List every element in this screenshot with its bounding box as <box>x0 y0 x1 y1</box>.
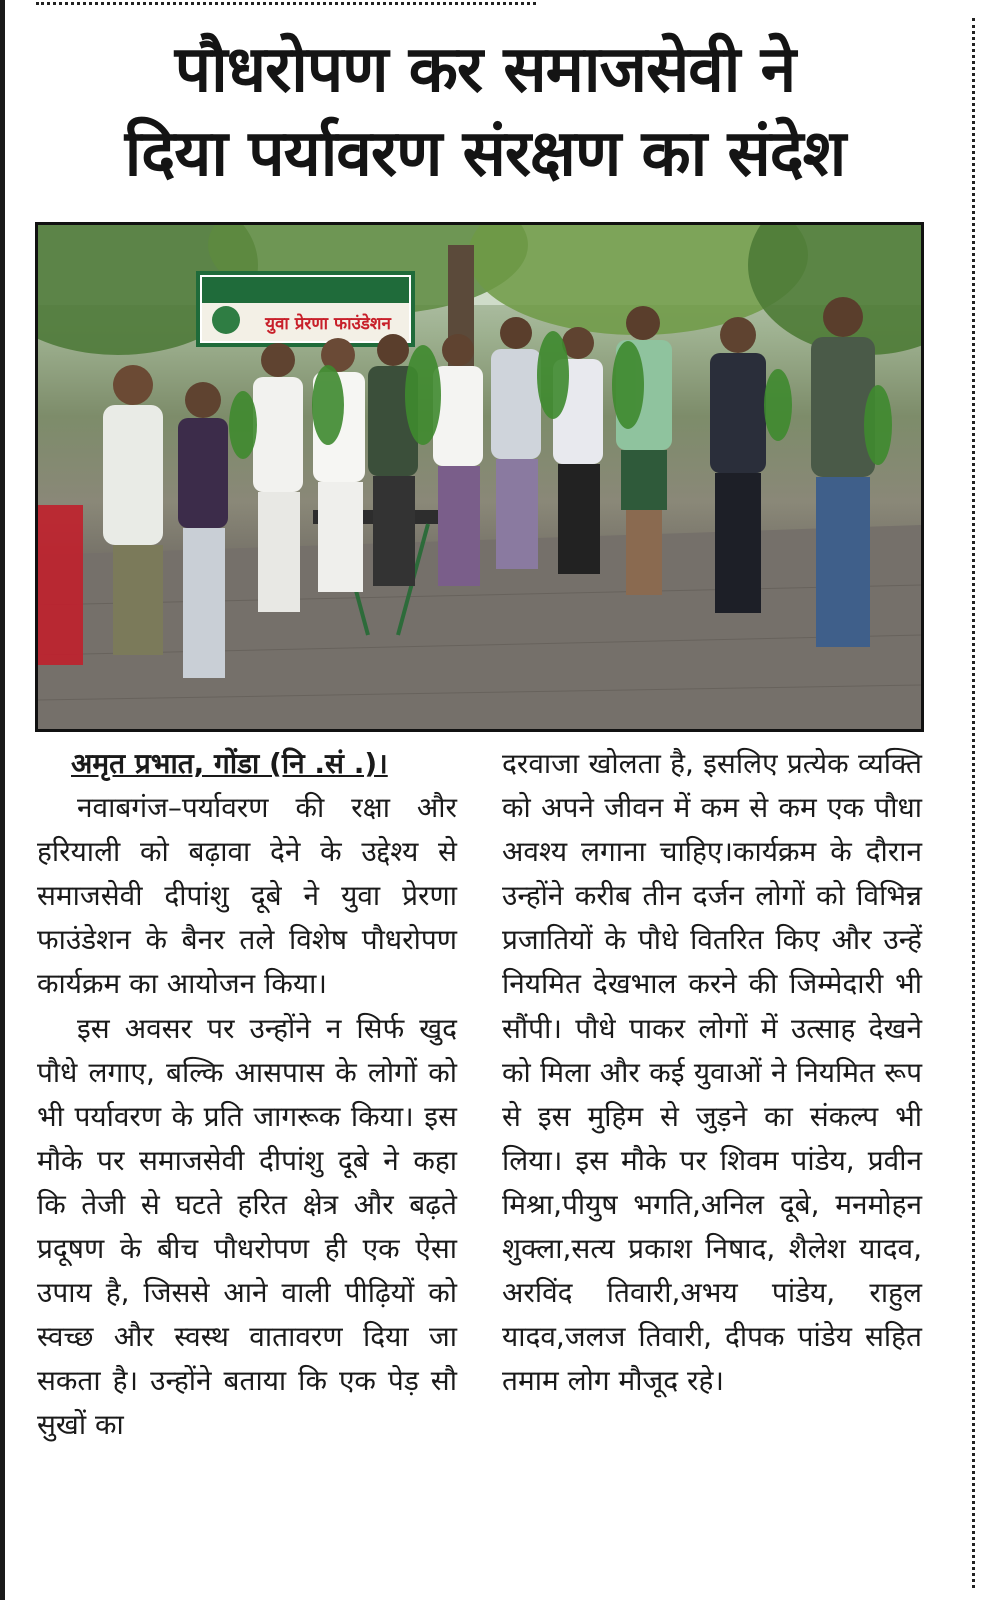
article-dateline: अमृत प्रभात, गोंडा (नि .सं .)। <box>71 747 388 780</box>
left-border-rule <box>0 0 5 1600</box>
article-paragraph-3: दरवाजा खोलता है, इसलिए प्रत्येक व्यक्ति को अपने जीवन में कम से कम एक पौधा अवश्य लगाना चाहिए।कार्यक्रम के दौरान उन्होंने करीब तीन दर्जन लोगों को विभिन्न प्रजातियों के पौधे वितरित किए और उन्हें नियमित देखभाल करने की जिम्मेदारी भी सौंपी। पौधे पाकर लोगों में उत्साह देखने को मिला और कई युवाओं ने नियमित रूप से इस मुहिम से जुड़ने का संकल्प भी लिया। इस मौके पर शिवम पांडेय, प्रवीन मिश्रा,पीयुष भगति,अनिल दूबे, मनमोहन शुक्ला,सत्य प्रकाश निषाद, शैलेश यादव, अरविंद तिवारी,अभय पांडेय, राहुल यादव,जलज तिवारी, दीपक पांडेय सहित तमाम लोग मौजूद रहे। <box>502 747 922 1398</box>
news-photo <box>35 222 924 732</box>
article-column-left <box>37 742 457 1448</box>
headline <box>20 28 950 196</box>
top-dotted-rule <box>36 2 536 5</box>
photo-illustration <box>38 225 921 729</box>
article-paragraph-1: नवाबगंज–पर्यावरण की रक्षा और हरियाली को बढ़ावा देने के उद्देश्य से समाजसेवी दीपांशु दूबे ने युवा प्रेरणा फाउंडेशन के बैनर तले विशेष पौधरोपण कार्यक्रम का आयोजन किया। <box>37 791 457 1001</box>
headline-line-1: पौधरोपण कर समाजसेवी ने <box>174 33 796 107</box>
headline-line-2: दिया पर्यावरण संरक्षण का संदेश <box>124 117 846 191</box>
article-column-right <box>502 742 922 1403</box>
right-dotted-rule <box>972 18 975 1588</box>
banner-text: युवा प्रेरणा फाउंडेशन <box>265 314 391 334</box>
banner <box>198 273 413 345</box>
article-paragraph-2: इस अवसर पर उन्होंने न सिर्फ खुद पौधे लगाए, बल्कि आसपास के लोगों को भी पर्यावरण के प्रति जागरूक किया। इस मौके पर समाजसेवी दीपांशु दूबे ने कहा कि तेजी से घटते हरित क्षेत्र और बढ़ते प्रदूषण के बीच पौधरोपण ही एक ऐसा उपाय है, जिससे आने वाली पीढ़ियों को स्वच्छ और स्वस्थ वातावरण दिया जा सकता है। उन्होंने बताया कि एक पेड़ सौ सुखों का <box>37 1011 457 1442</box>
